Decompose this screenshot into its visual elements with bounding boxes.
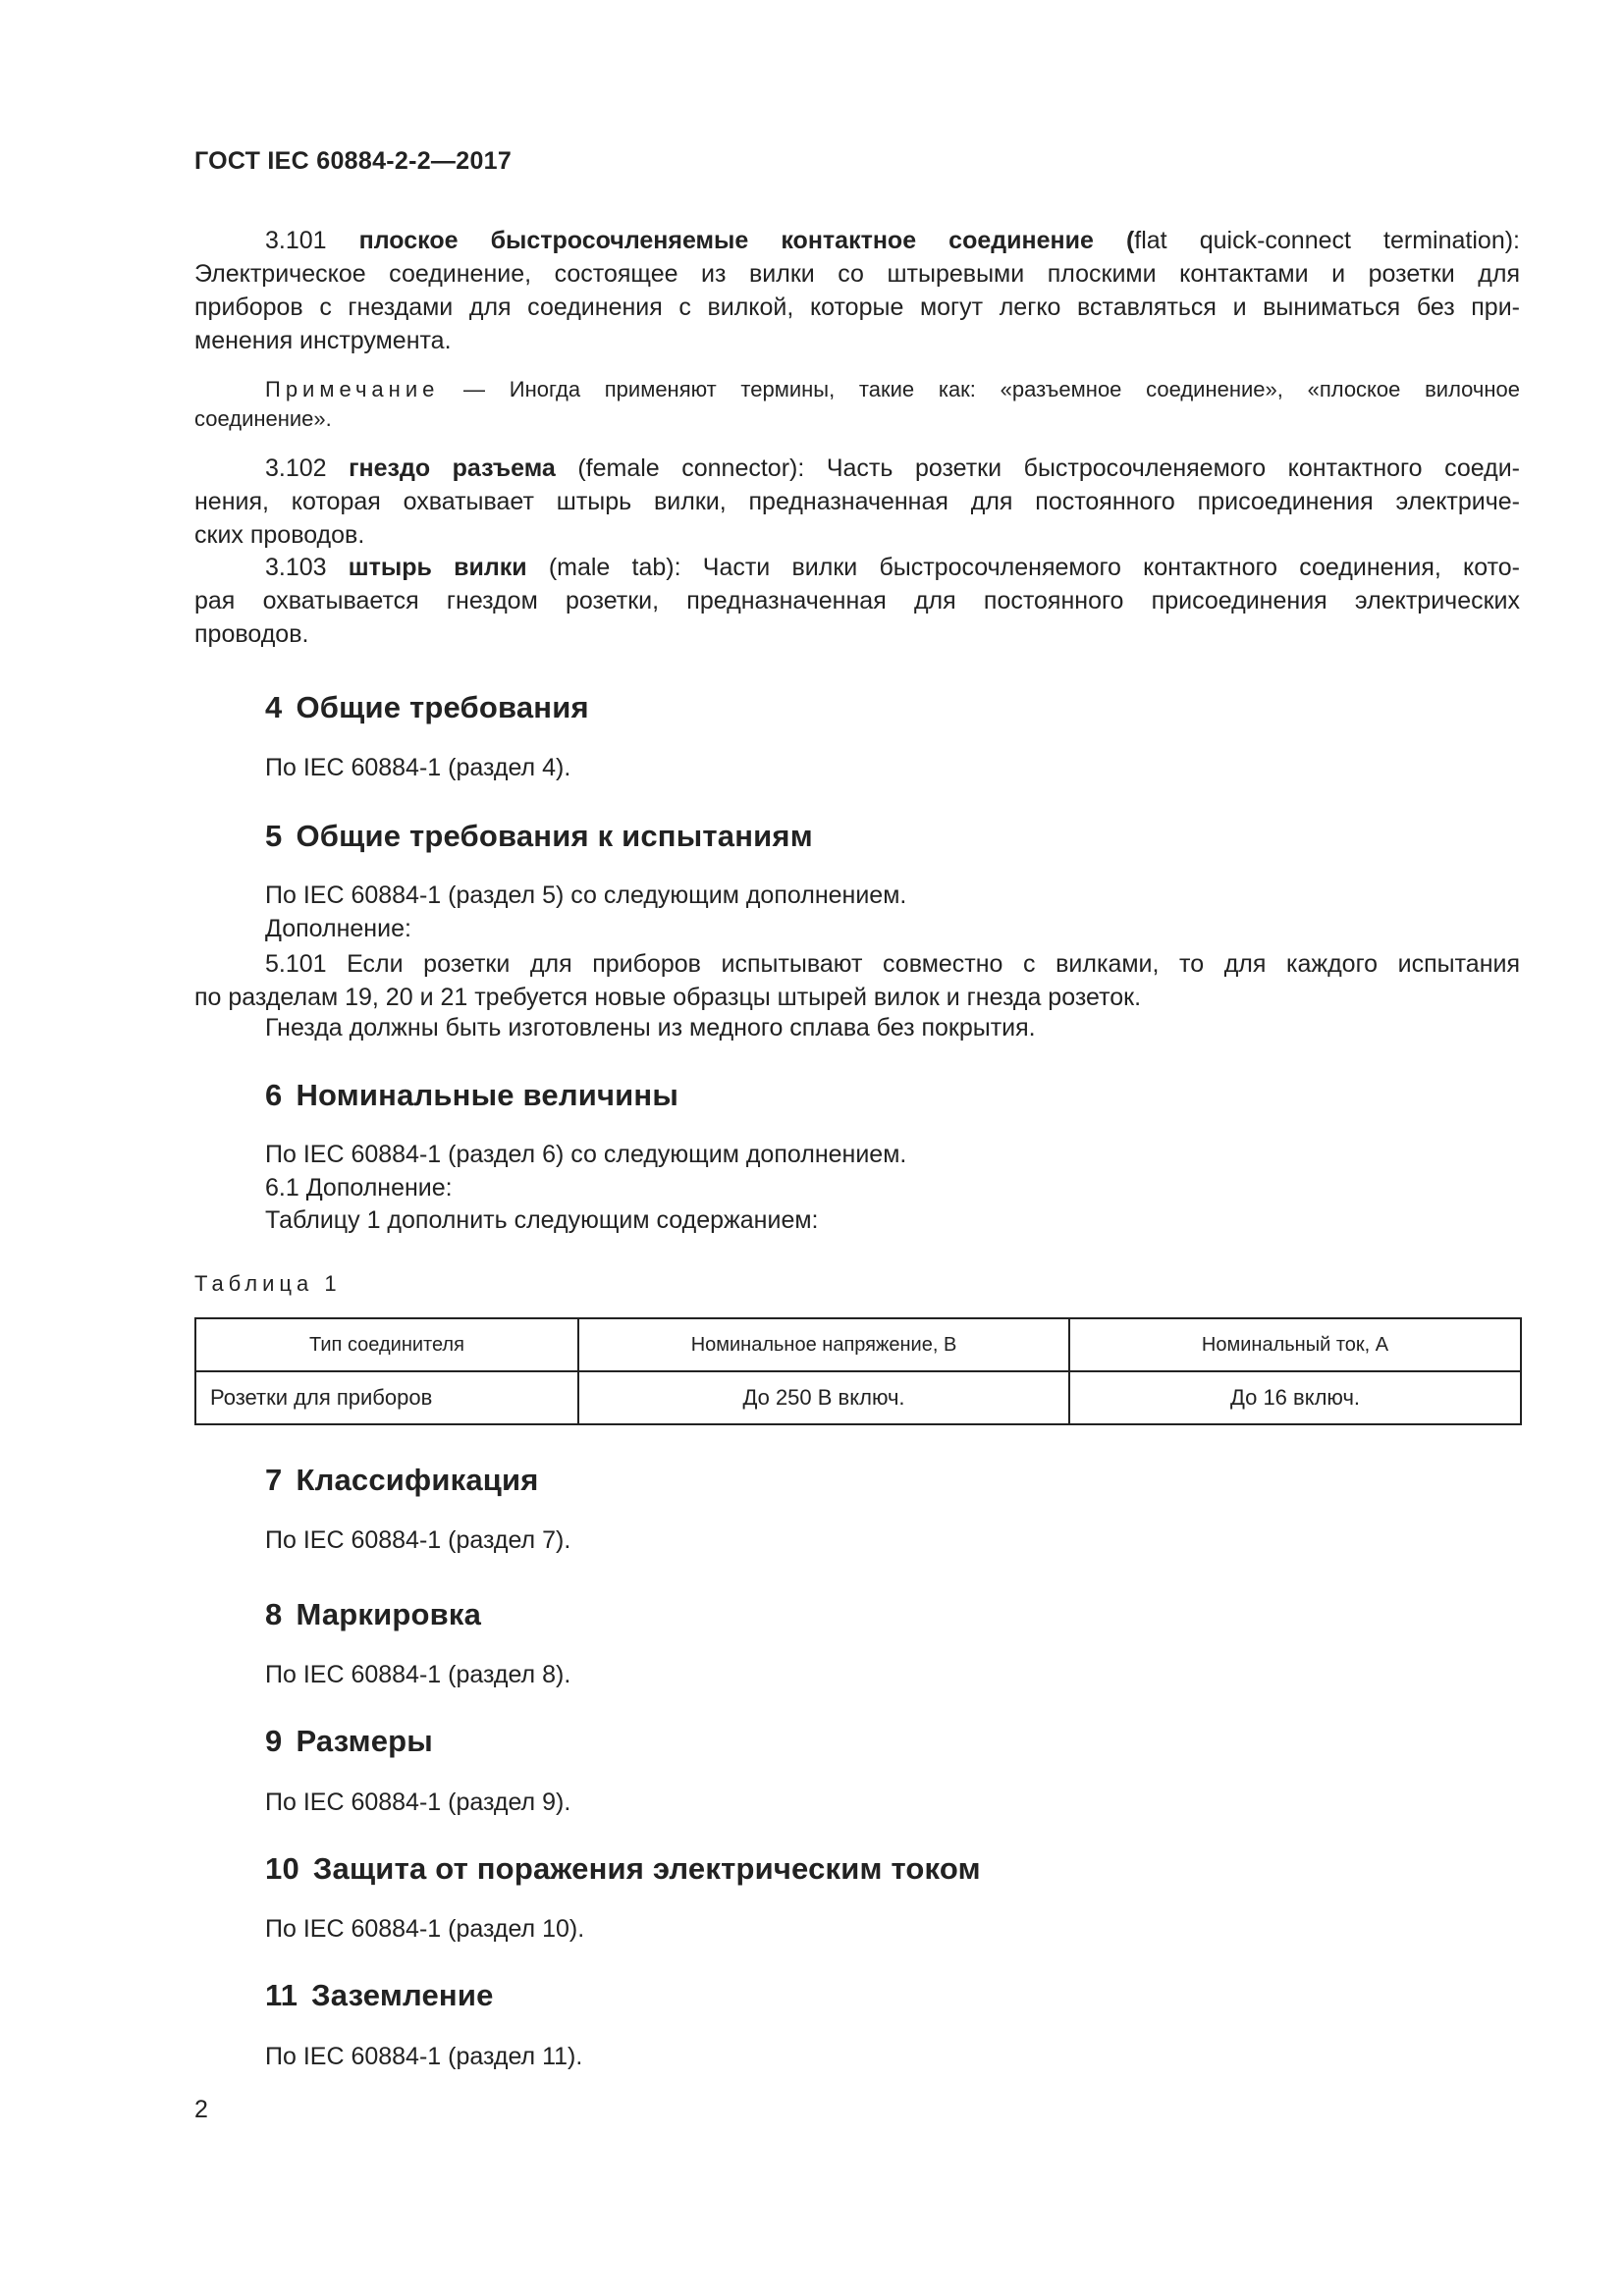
clause-number: 3.101 xyxy=(265,227,327,254)
section-10-text: По IEC 60884-1 (раздел 10). xyxy=(265,1915,585,1943)
section-6-text-2: 6.1 Дополнение: xyxy=(265,1174,453,1201)
table-header-row xyxy=(195,1318,1521,1371)
section-8-text: По IEC 60884-1 (раздел 8). xyxy=(265,1661,571,1688)
page-number: 2 xyxy=(194,2096,208,2123)
term-english: (male tab): Части вилки быстросочленяемого контактного соединения, кото- xyxy=(526,554,1520,581)
section-6-text-1: По IEC 60884-1 (раздел 6) со следующим дополнением. xyxy=(265,1141,907,1168)
section-number: 5 xyxy=(265,819,283,853)
clause-3-101-line: приборов с гнездами для соединения с вилкой, которые могут легко вставляться и выниматься без при- xyxy=(194,294,1520,321)
table-header-cell: Номинальное напряжение, В xyxy=(578,1318,1069,1371)
section-11-text: По IEC 60884-1 (раздел 11). xyxy=(265,2043,583,2070)
clause-3-102-line: ских проводов. xyxy=(194,521,365,549)
clause-3-103-line: проводов. xyxy=(194,620,309,648)
term-english: flat quick-connect termination): xyxy=(1134,227,1520,254)
section-title: Защита от поражения электрическим током xyxy=(312,1851,981,1886)
clause-number: 3.103 xyxy=(265,554,327,581)
section-5-text-2: Дополнение: xyxy=(265,915,411,942)
clause-3-101-line: менения инструмента. xyxy=(194,327,452,354)
note-label: Примечание xyxy=(265,377,440,401)
clause-3-102-line: нения, которая охватывает штырь вилки, предназначенная для постоянного присоединения электриче- xyxy=(194,488,1520,515)
table-header-cell: Тип соединителя xyxy=(195,1318,578,1371)
clause-number: 3.102 xyxy=(265,454,327,482)
clause-3-103 xyxy=(194,551,1520,651)
clause-5-101-line: по разделам 19, 20 и 21 требуется новые образцы штырей вилок и гнезда розеток. xyxy=(194,984,1142,1011)
table-row xyxy=(195,1371,1521,1424)
section-5-text-1: По IEC 60884-1 (раздел 5) со следующим дополнением. xyxy=(265,881,907,909)
section-4-text: По IEC 60884-1 (раздел 4). xyxy=(265,754,571,781)
table-cell: Розетки для приборов xyxy=(195,1371,578,1424)
section-6-text-3: Таблицу 1 дополнить следующим содержанием: xyxy=(265,1206,819,1234)
note-first-line xyxy=(194,375,1520,404)
section-title: Размеры xyxy=(296,1724,433,1758)
clause-3-101-line: Электрическое соединение, состоящее из вилки со штыревыми плоскими контактами и розетки для xyxy=(194,260,1520,288)
section-number: 4 xyxy=(265,690,283,724)
section-number: 11 xyxy=(265,1978,298,2012)
term-bold: гнездо разъема xyxy=(349,454,556,482)
clause-3-101 xyxy=(194,224,1520,357)
clause-3-103-line: рая охватывается гнездом розетки, предназначенная для постоянного присоединения электрических xyxy=(194,587,1520,614)
section-6-heading xyxy=(265,1078,678,1113)
note xyxy=(194,375,1520,434)
clause-3-102-first-line xyxy=(194,452,1520,485)
section-9-text: По IEC 60884-1 (раздел 9). xyxy=(265,1789,571,1816)
section-title: Заземление xyxy=(311,1978,494,2012)
section-title: Маркировка xyxy=(296,1597,482,1631)
section-number: 8 xyxy=(265,1597,283,1631)
section-7-text: По IEC 60884-1 (раздел 7). xyxy=(265,1526,571,1554)
section-4-heading xyxy=(265,690,589,725)
section-10-heading xyxy=(265,1851,981,1887)
section-9-heading xyxy=(265,1724,433,1759)
clause-5-101 xyxy=(194,947,1520,1014)
section-5-heading xyxy=(265,819,813,854)
note-text: — Иногда применяют термины, такие как: «разъемное соединение», «плоское вилочное xyxy=(439,377,1520,401)
table-header-cell: Номинальный ток, А xyxy=(1069,1318,1521,1371)
clause-3-101-first-line xyxy=(194,224,1520,257)
section-5-text-4: Гнезда должны быть изготовлены из медного сплава без покрытия. xyxy=(265,1014,1036,1041)
section-7-heading xyxy=(265,1463,539,1498)
table-cell: До 16 включ. xyxy=(1069,1371,1521,1424)
section-11-heading xyxy=(265,1978,494,2013)
section-title: Общие требования xyxy=(296,690,589,724)
document-header: ГОСТ IEC 60884-2-2—2017 xyxy=(194,147,513,175)
clause-5-101-line: 5.101 Если розетки для приборов испытывают совместно с вилками, то для каждого испытания xyxy=(265,950,1520,978)
section-number: 6 xyxy=(265,1078,283,1112)
term-english: (female connector): Часть розетки быстросочленяемого контактного соеди- xyxy=(555,454,1520,482)
note-line: соединение». xyxy=(194,406,332,431)
term-bold: штырь вилки xyxy=(348,554,527,581)
section-title: Классификация xyxy=(296,1463,539,1497)
section-title: Номинальные величины xyxy=(296,1078,679,1112)
table-caption: Таблица 1 xyxy=(194,1271,342,1296)
section-8-heading xyxy=(265,1597,481,1632)
section-number: 10 xyxy=(265,1851,299,1886)
term-bold: плоское быстросочленяемые контактное соединение ( xyxy=(358,227,1135,254)
ratings-table xyxy=(194,1317,1522,1425)
table-cell: До 250 В включ. xyxy=(578,1371,1069,1424)
clause-3-102 xyxy=(194,452,1520,552)
section-number: 7 xyxy=(265,1463,283,1497)
clause-3-103-first-line xyxy=(194,551,1520,584)
section-title: Общие требования к испытаниям xyxy=(296,819,813,853)
section-number: 9 xyxy=(265,1724,283,1758)
